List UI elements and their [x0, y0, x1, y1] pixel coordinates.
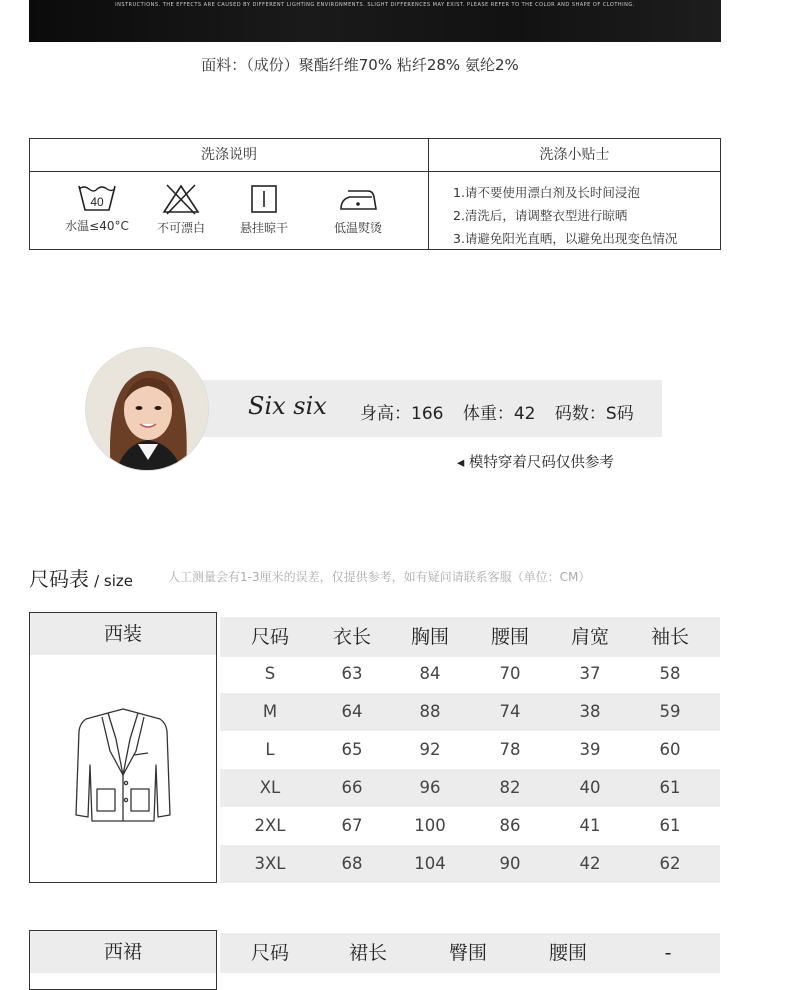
measurement-cell: 74: [499, 702, 521, 721]
model-signature: Six six: [248, 392, 327, 420]
measurement-cell: 90: [499, 854, 521, 873]
jacket-icon: [30, 655, 216, 882]
size-cell: M: [262, 702, 278, 721]
no-bleach-icon: [161, 183, 201, 215]
measurement-cell: 41: [579, 816, 601, 835]
measurement-cell: 61: [659, 778, 681, 797]
measurement-cell: 64: [341, 702, 363, 721]
measurement-cell: 37: [579, 664, 601, 683]
measurement-cell: 68: [341, 854, 363, 873]
model-stats: [360, 399, 648, 424]
table-header-row: [220, 933, 720, 973]
banner-caption: INSTRUCTIONS. THE EFFECTS ARE CAUSED BY DIFFERENT LIGHTING ENVIRONMENTS. SLIGHT DIFFERENCES MAY EXIST. PLEASE REFER TO THE COLOR AND SHAPE OF CLOTHING.: [115, 2, 635, 8]
measurement-cell: 84: [419, 664, 441, 683]
header-cell: 腰围: [490, 626, 529, 648]
size-cell: L: [265, 740, 275, 759]
model-size: 码数：S码: [554, 404, 634, 424]
table-row: [220, 693, 720, 731]
header-cell: 腰围: [548, 942, 587, 964]
measurement-cell: 66: [341, 778, 363, 797]
measurement-cell: 104: [414, 854, 446, 873]
table-header-row: [220, 617, 720, 657]
wash-40-icon: [76, 183, 118, 213]
measurement-cell: 100: [414, 816, 446, 835]
measurement-cell: 82: [499, 778, 521, 797]
measurement-cell: 65: [341, 740, 363, 759]
washing-tips-title: 洗涤小贴士: [539, 147, 610, 163]
care-item-no-bleach: [136, 183, 226, 236]
table-row: [220, 655, 720, 693]
measurement-cell: 86: [499, 816, 521, 835]
size-chart-title: [29, 563, 133, 592]
model-avatar: [85, 347, 209, 471]
table-row: [220, 769, 720, 807]
model-weight: 体重：42: [462, 404, 536, 424]
low-iron-icon: [338, 183, 378, 215]
care-label-no-bleach: 不可漂白: [156, 221, 205, 235]
measurement-cell: 67: [341, 816, 363, 835]
size-cell: 2XL: [254, 816, 286, 835]
care-item-low-iron: [313, 183, 403, 236]
measurement-cell: 78: [499, 740, 521, 759]
measurement-cell: 58: [659, 664, 681, 683]
washing-tips-list: [453, 181, 677, 250]
header-cell: 尺码: [250, 626, 289, 648]
measurement-cell: 60: [659, 740, 681, 759]
size-chart-title-cn: 尺码表: [29, 567, 89, 591]
size-chart-note: 人工测量会有1-3厘米的误差，仅提供参考，如有疑问请联系客服（单位：CM）: [168, 570, 591, 584]
care-item-hang-dry: [219, 183, 309, 236]
measurement-cell: 61: [659, 816, 681, 835]
top-banner-image: [29, 0, 721, 42]
header-cell: 尺码: [250, 942, 289, 964]
washing-tip: 3.请避免阳光直晒，以避免出现变色情况: [453, 231, 678, 246]
table-divider: [30, 171, 720, 172]
measurement-cell: 62: [659, 854, 681, 873]
model-portrait-image: [86, 348, 209, 471]
model-height: 身高：166: [360, 404, 444, 424]
measurement-cell: 63: [341, 664, 363, 683]
washing-table: [29, 138, 721, 250]
suit-garment-panel: [29, 612, 217, 883]
hang-dry-icon: [249, 183, 279, 215]
measurement-cell: 70: [499, 664, 521, 683]
header-cell: 肩宽: [570, 626, 609, 648]
suit-name: 西装: [30, 613, 216, 655]
measurement-cell: 92: [419, 740, 441, 759]
washing-tip: 1.请不要使用漂白剂及长时间浸泡: [453, 185, 640, 200]
care-label-hang-dry: 悬挂晾干: [239, 221, 288, 235]
measurement-cell: 40: [579, 778, 601, 797]
header-cell: -: [664, 942, 672, 964]
header-cell: 裙长: [348, 942, 387, 964]
washing-instructions-title: 洗涤说明: [201, 147, 257, 163]
measurement-cell: 38: [579, 702, 601, 721]
care-label-low-iron: 低温熨烫: [333, 221, 382, 235]
size-cell: 3XL: [254, 854, 286, 873]
table-row: [220, 845, 720, 883]
measurement-cell: 88: [419, 702, 441, 721]
size-chart-title-en: / size: [94, 572, 133, 590]
table-row: [220, 731, 720, 769]
skirt-name: 西裙: [30, 931, 216, 973]
table-row: [220, 807, 720, 845]
header-cell: 臀围: [448, 942, 487, 964]
size-cell: S: [264, 664, 276, 683]
measurement-cell: 39: [579, 740, 601, 759]
measurement-cell: 96: [419, 778, 441, 797]
header-cell: 袖长: [650, 626, 689, 648]
care-label-wash: 水温≤40°C: [65, 219, 129, 233]
skirt-garment-panel: [29, 930, 217, 990]
washing-tip: 2.清洗后，请调整衣型进行晾晒: [453, 208, 628, 223]
care-item-wash: [52, 183, 142, 234]
measurement-cell: 59: [659, 702, 681, 721]
header-cell: 胸围: [410, 626, 449, 648]
svg-text:40: 40: [90, 195, 104, 209]
model-size-note: ◂ 模特穿着尺码仅供参考: [457, 455, 614, 471]
fabric-composition: 面料：（成份）聚酯纤维70% 粘纤28% 氨纶2%: [201, 56, 519, 74]
header-cell: 衣长: [332, 626, 371, 648]
size-cell: XL: [259, 778, 281, 797]
measurement-cell: 42: [579, 854, 601, 873]
